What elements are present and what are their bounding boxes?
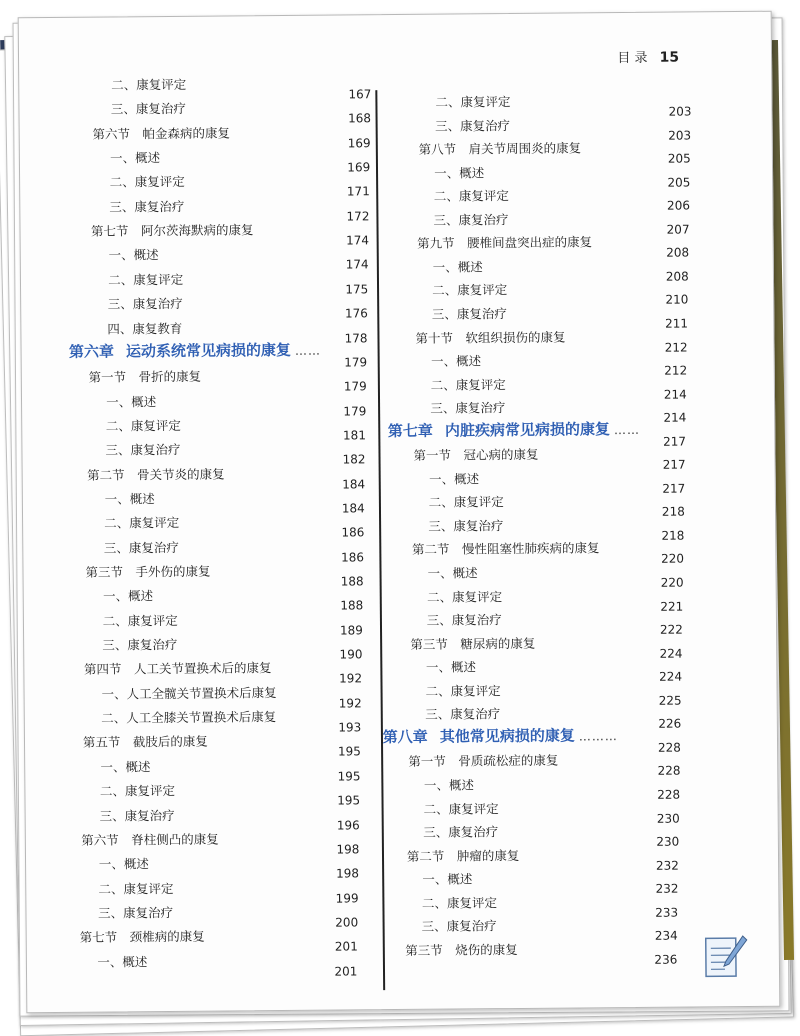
entry-title: 二、康复评定 bbox=[103, 613, 178, 629]
page-number: 230 bbox=[640, 811, 680, 825]
entry-title: 四、康复教育 bbox=[107, 320, 182, 336]
entry-title: 三、康复治疗 bbox=[432, 306, 507, 322]
entry-title: 第十节 软组织损伤的康复 bbox=[415, 329, 565, 345]
page-number: 206 bbox=[650, 199, 690, 213]
page-number: 184 bbox=[325, 477, 365, 491]
entry-title: 第九节 腰椎间盘突出症的康复 bbox=[417, 235, 592, 252]
entry-title: 二、康复评定 bbox=[425, 683, 500, 699]
entry-title: 一、概述 bbox=[434, 165, 484, 180]
subsection-entry bbox=[429, 492, 504, 511]
page-number: 200 bbox=[318, 915, 358, 929]
subsection-entry bbox=[434, 186, 509, 205]
entry-title: 运动系统常见病损的康复 bbox=[126, 341, 291, 360]
entry-title: 二、康复评定 bbox=[100, 783, 175, 799]
page-number: 236 bbox=[637, 952, 677, 966]
entry-title: 二、康复评定 bbox=[429, 494, 504, 510]
subsection-entry bbox=[433, 210, 508, 229]
entry-title: 二、康复评定 bbox=[424, 801, 499, 817]
entry-title: 二、康复评定 bbox=[434, 188, 509, 204]
entry-title: 三、康复治疗 bbox=[435, 118, 510, 134]
page-number: 178 bbox=[327, 331, 367, 345]
entry-title: 三、康复治疗 bbox=[105, 442, 180, 458]
chapter-number: 第八章 bbox=[383, 728, 428, 746]
page-number: 228 bbox=[641, 740, 681, 754]
page-number: 232 bbox=[639, 858, 679, 872]
toc-right-column bbox=[19, 12, 780, 1013]
notepad-pen-icon bbox=[703, 930, 749, 982]
page-number: 226 bbox=[641, 717, 681, 731]
entry-title: 一、概述 bbox=[422, 872, 472, 887]
subsection-entry bbox=[434, 163, 484, 181]
entry-title: 第四节 人工关节置换术后的康复 bbox=[84, 661, 272, 678]
toc-page bbox=[18, 11, 781, 1014]
entry-title: 一、概述 bbox=[431, 353, 481, 368]
page-number: 195 bbox=[320, 769, 360, 783]
page-number: 217 bbox=[646, 458, 686, 472]
page-number: 208 bbox=[649, 246, 689, 260]
page-number: 212 bbox=[648, 340, 688, 354]
entry-title: 一、概述 bbox=[426, 660, 476, 675]
page-number: 210 bbox=[648, 293, 688, 307]
page-number: 218 bbox=[644, 528, 684, 542]
page-number: 174 bbox=[329, 233, 369, 247]
entry-title: 第八节 肩关节周围炎的康复 bbox=[419, 140, 582, 156]
chapter-number: 第六章 bbox=[69, 342, 114, 360]
page-number: 224 bbox=[642, 670, 682, 684]
entry-title: 第三节 手外伤的康复 bbox=[85, 564, 210, 580]
page-number: 192 bbox=[322, 672, 362, 686]
subsection-entry bbox=[433, 257, 483, 275]
page-number: 203 bbox=[651, 104, 691, 118]
entry-title: 一、概述 bbox=[427, 565, 477, 580]
entry-title: 一、概述 bbox=[106, 394, 156, 409]
page-number: 188 bbox=[323, 599, 363, 613]
page-number: 205 bbox=[650, 175, 690, 189]
entry-title: 一、概述 bbox=[99, 856, 149, 871]
section-heading bbox=[415, 327, 565, 346]
page-number: 176 bbox=[328, 306, 368, 320]
entry-title: 三、康复治疗 bbox=[111, 101, 186, 117]
page-number: 196 bbox=[320, 818, 360, 832]
page-number: 228 bbox=[640, 787, 680, 801]
page-number: 192 bbox=[322, 696, 362, 710]
page-number: 214 bbox=[646, 411, 686, 425]
entry-title: 第五节 截肢后的康复 bbox=[83, 734, 208, 750]
page-number: 169 bbox=[331, 136, 371, 150]
page-number: 190 bbox=[322, 647, 362, 661]
page-number: 179 bbox=[327, 355, 367, 369]
subsection-entry bbox=[425, 681, 500, 700]
page-number: 221 bbox=[643, 599, 683, 613]
entry-title: 二、康复评定 bbox=[432, 282, 507, 298]
page-number: 205 bbox=[651, 152, 691, 166]
entry-title: 三、康复治疗 bbox=[100, 807, 175, 823]
subsection-entry bbox=[425, 704, 500, 723]
entry-title: 第一节 骨折的康复 bbox=[89, 369, 202, 385]
entry-title: 一、概述 bbox=[110, 150, 160, 165]
page-number: 172 bbox=[329, 209, 369, 223]
page-number: 201 bbox=[318, 940, 358, 954]
entry-title: 二、康复评定 bbox=[111, 77, 186, 93]
entry-title: 二、康复评定 bbox=[104, 515, 179, 531]
entry-title: 二、康复评定 bbox=[427, 589, 502, 605]
page-number: 175 bbox=[328, 282, 368, 296]
subsection-entry bbox=[432, 304, 507, 323]
page-number: 217 bbox=[645, 481, 685, 495]
subsection-entry bbox=[422, 916, 497, 935]
page-number: 171 bbox=[330, 185, 370, 199]
page-number: 217 bbox=[646, 434, 686, 448]
page-number: 168 bbox=[331, 112, 371, 126]
page-number: 228 bbox=[640, 764, 680, 778]
entry-title: 三、康复治疗 bbox=[427, 612, 502, 628]
entry-title: 第二节 肿瘤的康复 bbox=[407, 848, 520, 864]
page-number: 193 bbox=[321, 720, 361, 734]
leader-dots: …… bbox=[295, 344, 321, 358]
entry-title: 三、康复治疗 bbox=[98, 905, 173, 921]
entry-title: 第三节 烧伤的康复 bbox=[405, 942, 518, 958]
page-number: 195 bbox=[321, 745, 361, 759]
page-number: 234 bbox=[638, 929, 678, 943]
entry-title: 二、康复评定 bbox=[435, 94, 510, 110]
entry-title: 一、概述 bbox=[97, 954, 147, 969]
entry-title: 三、康复治疗 bbox=[109, 199, 184, 215]
chapter-heading bbox=[388, 418, 640, 441]
subsection-entry bbox=[435, 92, 510, 111]
entry-title: 三、康复治疗 bbox=[422, 918, 497, 934]
page-number: 186 bbox=[324, 550, 364, 564]
subsection-entry bbox=[432, 280, 507, 299]
page-number: 211 bbox=[648, 316, 688, 330]
subsection-entry bbox=[426, 658, 476, 676]
page-number: 179 bbox=[326, 404, 366, 418]
entry-title: 一、概述 bbox=[433, 259, 483, 274]
page-number: 212 bbox=[647, 364, 687, 378]
page-number: 220 bbox=[644, 552, 684, 566]
subsection-entry bbox=[429, 469, 479, 487]
page-number: 184 bbox=[325, 501, 365, 515]
entry-title: 内脏疾病常见病损的康复 bbox=[445, 420, 610, 439]
subsection-entry bbox=[431, 375, 506, 394]
entry-title: 二、康复评定 bbox=[431, 377, 506, 393]
page-number: 224 bbox=[642, 646, 682, 660]
page-number: 207 bbox=[649, 222, 689, 236]
page-number: 232 bbox=[638, 882, 678, 896]
entry-title: 第三节 糖尿病的康复 bbox=[410, 635, 535, 651]
entry-title: 第六节 帕金森病的康复 bbox=[92, 125, 230, 141]
entry-title: 其他常见病损的康复 bbox=[440, 726, 575, 745]
chapter-heading bbox=[383, 724, 618, 747]
subsection-entry bbox=[424, 799, 499, 818]
entry-title: 第二节 骨关节炎的康复 bbox=[87, 466, 225, 482]
page-number: 179 bbox=[327, 379, 367, 393]
header-title: 目 录 bbox=[617, 51, 647, 66]
section-heading bbox=[412, 539, 600, 559]
subsection-entry bbox=[427, 610, 502, 629]
subsection-entry bbox=[424, 775, 474, 793]
entry-title: 第七节 阿尔茨海默病的康复 bbox=[91, 222, 254, 238]
page-number: 220 bbox=[644, 576, 684, 590]
entry-title: 第七节 颈椎病的康复 bbox=[80, 929, 205, 945]
page-number: 218 bbox=[645, 505, 685, 519]
entry-title: 二、康复评定 bbox=[98, 881, 173, 897]
page-number: 189 bbox=[323, 623, 363, 637]
subsection-entry bbox=[428, 516, 503, 535]
page-number: 182 bbox=[325, 453, 365, 467]
page-number: 199 bbox=[318, 891, 358, 905]
entry-title: 三、康复治疗 bbox=[104, 540, 179, 556]
page-number: 169 bbox=[330, 160, 370, 174]
subsection-entry bbox=[423, 822, 498, 841]
page-number: 174 bbox=[329, 258, 369, 272]
entry-title: 三、康复治疗 bbox=[108, 296, 183, 312]
page-number: 195 bbox=[320, 793, 360, 807]
section-heading bbox=[410, 633, 535, 652]
entry-title: 三、康复治疗 bbox=[423, 824, 498, 840]
page-number: 214 bbox=[647, 387, 687, 401]
section-heading bbox=[407, 846, 520, 865]
entry-title: 一、概述 bbox=[424, 777, 474, 792]
page-number: 198 bbox=[319, 842, 359, 856]
chapter-number: 第七章 bbox=[388, 421, 433, 439]
page-number: 188 bbox=[324, 574, 364, 588]
page-number: 198 bbox=[319, 867, 359, 881]
subsection-entry bbox=[427, 587, 502, 606]
header-page-number: 15 bbox=[659, 50, 679, 66]
entry-title: 三、康复治疗 bbox=[425, 706, 500, 722]
page-number: 233 bbox=[638, 905, 678, 919]
entry-title: 二、康复评定 bbox=[422, 895, 497, 911]
entry-title: 二、人工全膝关节置换术后康复 bbox=[101, 709, 276, 726]
entry-title: 第一节 冠心病的康复 bbox=[413, 447, 538, 463]
entry-title: 一、概述 bbox=[105, 491, 155, 506]
page-number: 230 bbox=[639, 835, 679, 849]
entry-title: 第二节 慢性阻塞性肺疾病的康复 bbox=[412, 541, 600, 558]
section-heading bbox=[408, 751, 558, 770]
section-heading bbox=[413, 445, 538, 464]
subsection-entry bbox=[430, 398, 505, 417]
entry-title: 一、概述 bbox=[108, 248, 158, 263]
entry-title: 一、概述 bbox=[103, 588, 153, 603]
entry-title: 一、人工全髋关节置换术后康复 bbox=[102, 685, 277, 702]
entry-title: 第六节 脊柱侧凸的康复 bbox=[81, 831, 219, 847]
subsection-entry bbox=[435, 116, 510, 135]
page-number: 186 bbox=[324, 526, 364, 540]
page-number: 181 bbox=[326, 428, 366, 442]
entry-title: 一、概述 bbox=[429, 471, 479, 486]
entry-title: 第一节 骨质疏松症的康复 bbox=[408, 753, 558, 769]
section-heading bbox=[419, 138, 582, 157]
subsection-entry bbox=[427, 563, 477, 581]
leader-dots: …… bbox=[614, 423, 640, 437]
page-number: 203 bbox=[651, 128, 691, 142]
page-number: 225 bbox=[642, 693, 682, 707]
page-number: 201 bbox=[317, 964, 357, 978]
section-heading bbox=[405, 940, 518, 959]
subsection-entry bbox=[422, 893, 497, 912]
entry-title: 二、康复评定 bbox=[110, 174, 185, 190]
entry-title: 三、康复治疗 bbox=[428, 518, 503, 534]
page-number: 167 bbox=[331, 87, 371, 101]
subsection-entry bbox=[422, 870, 472, 888]
entry-title: 三、康复治疗 bbox=[433, 212, 508, 228]
entry-title: 二、康复评定 bbox=[108, 272, 183, 288]
subsection-entry bbox=[431, 351, 481, 369]
leader-dots: ……… bbox=[579, 729, 618, 743]
section-heading bbox=[417, 233, 592, 253]
page-number: 222 bbox=[643, 623, 683, 637]
entry-title: 三、康复治疗 bbox=[430, 400, 505, 416]
entry-title: 二、康复评定 bbox=[106, 418, 181, 434]
entry-title: 三、康复治疗 bbox=[102, 637, 177, 653]
page-number: 208 bbox=[649, 269, 689, 283]
entry-title: 一、概述 bbox=[100, 759, 150, 774]
